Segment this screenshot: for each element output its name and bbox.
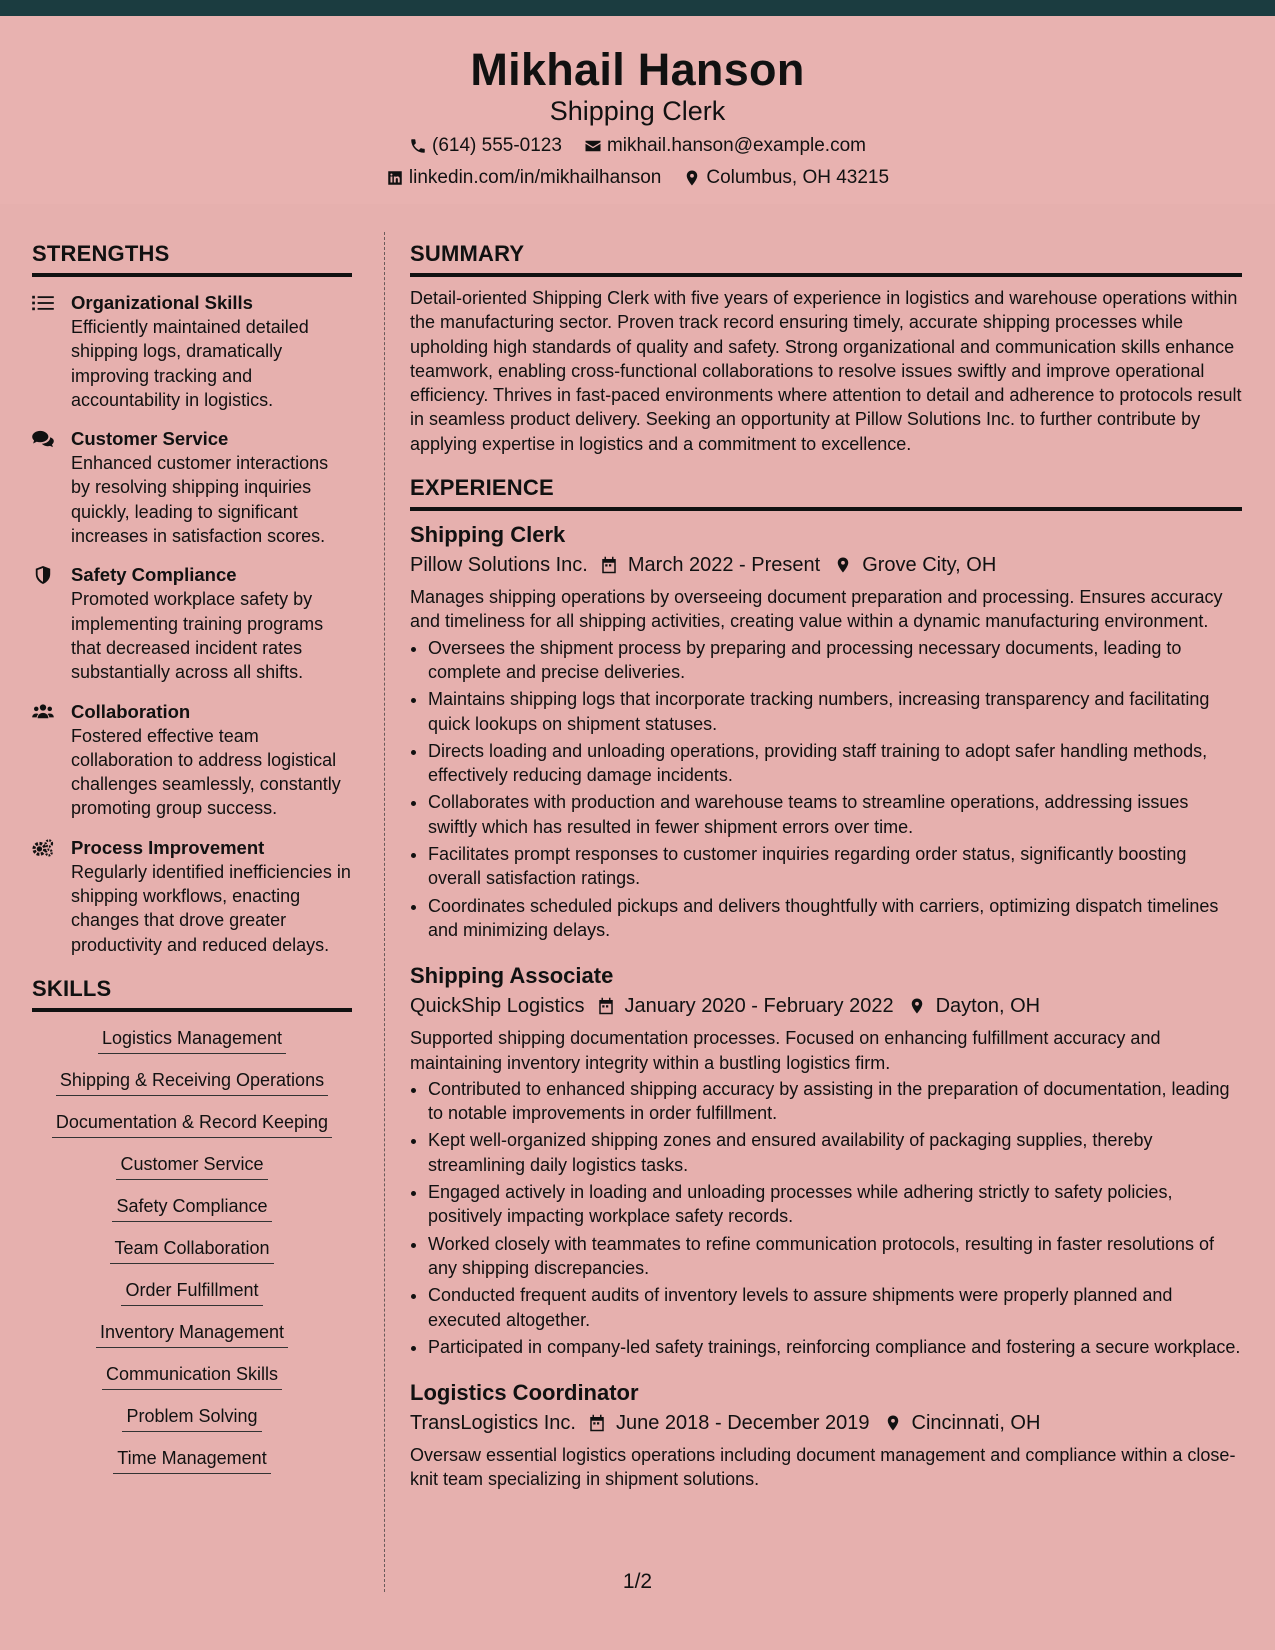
job-description: Oversaw essential logistics operations including document management and compliance within a close-knit team specializing in shipment solutions. xyxy=(410,1445,1236,1490)
job-company: TransLogistics Inc. xyxy=(410,1412,576,1435)
skill-item xyxy=(32,1320,352,1348)
users-icon xyxy=(32,703,54,721)
linkedin-icon xyxy=(386,169,404,187)
cogs-icon xyxy=(32,839,54,857)
strengths-list xyxy=(32,291,352,957)
strength-title: Process Improvement xyxy=(71,836,265,858)
contact-linkedin xyxy=(386,166,661,190)
skill-item xyxy=(32,1278,352,1306)
map-marker-icon xyxy=(834,555,852,575)
skill-label: Logistics Management xyxy=(98,1026,286,1054)
strength-item xyxy=(32,427,352,548)
skill-label: Order Fulfillment xyxy=(121,1278,262,1306)
skill-label: Customer Service xyxy=(116,1152,267,1180)
skill-item xyxy=(32,1026,352,1054)
job-description: Supported shipping documentation processes. Focused on enhancing fulfillment accuracy and maintaining inventory integrity within a bustling logistics firm. xyxy=(410,1028,1161,1073)
job-title: Logistics Coordinator xyxy=(410,1380,639,1406)
linkedin-link[interactable]: linkedin.com/in/mikhailhanson xyxy=(408,167,662,188)
page-number: 1/2 xyxy=(622,1570,653,1593)
email-link[interactable]: mikhail.hanson@example.com xyxy=(606,135,866,156)
job-bullets xyxy=(410,636,1242,943)
skill-item xyxy=(32,1194,352,1222)
strength-title: Customer Service xyxy=(71,428,229,450)
location-text: Columbus, OH 43215 xyxy=(706,167,890,188)
job-bullets xyxy=(410,1077,1242,1359)
job-dates: January 2020 - February 2022 xyxy=(624,995,894,1018)
list-item: • Maintains shipping logs that incorporate tracking numbers, increasing transparency and facilitating quick lookups on shipment statuses. xyxy=(428,687,1242,736)
candidate-name: Mikhail Hanson xyxy=(470,44,805,95)
job-entry xyxy=(410,521,1242,942)
job-meta xyxy=(410,1409,1242,1437)
skill-label: Safety Compliance xyxy=(112,1194,271,1222)
right-column xyxy=(410,240,1242,1492)
skill-item xyxy=(32,1236,352,1264)
skill-item xyxy=(32,1362,352,1390)
list-item: • Coordinates scheduled pickups and delivers thoughtfully with carriers, optimizing dispatch timelines and minimizing delays. xyxy=(428,894,1242,943)
contact-email xyxy=(584,134,866,158)
strength-item xyxy=(32,700,352,821)
skill-label: Communication Skills xyxy=(102,1362,282,1390)
list-item: • Oversees the shipment process by preparing and processing necessary documents, leading to complete and precise deliveries. xyxy=(428,636,1242,685)
list-item: • Directs loading and unloading operations, providing staff training to adopt safer handling methods, effectively reducing damage incidents. xyxy=(428,739,1242,788)
skills-heading: SKILLS xyxy=(32,975,352,1012)
strength-desc: Regularly identified inefficiencies in shipping workflows, enacting changes that drove greater productivity and reduced delays. xyxy=(71,861,351,955)
strength-title: Collaboration xyxy=(71,700,191,722)
job-description: Manages shipping operations by overseeing document preparation and processing. Ensures accuracy and timeliness for all shipping activities, creating value within a dynamic manufacturing environment. xyxy=(410,587,1223,632)
candidate-title: Shipping Clerk xyxy=(549,96,726,126)
skill-item xyxy=(32,1404,352,1432)
list-item: • Contributed to enhanced shipping accuracy by assisting in the preparation of documentation, leading to notable improvements in order fulfillment. xyxy=(428,1077,1242,1126)
job-location: Cincinnati, OH xyxy=(911,1412,1041,1435)
shield-icon xyxy=(32,566,54,584)
strength-item xyxy=(32,563,352,684)
calendar-icon xyxy=(597,996,615,1016)
job-entry xyxy=(410,962,1242,1359)
strength-item xyxy=(32,836,352,957)
list-icon xyxy=(32,294,54,312)
strengths-heading: STRENGTHS xyxy=(32,240,352,277)
contact-row-1 xyxy=(0,134,1275,158)
skill-item xyxy=(32,1110,352,1138)
contact-location xyxy=(683,166,889,190)
strength-desc: Promoted workplace safety by implementing training programs that decreased incident rates substantially across all shifts. xyxy=(71,589,324,683)
list-item: • Engaged actively in loading and unloading processes while adhering strictly to safety policies, positively impacting workplace safety records. xyxy=(428,1180,1242,1229)
job-company: Pillow Solutions Inc. xyxy=(410,554,588,577)
job-entry xyxy=(410,1379,1242,1492)
strength-title: Safety Compliance xyxy=(71,564,237,586)
list-item: • Participated in company-led safety trainings, reinforcing compliance and fostering a secure workplace. xyxy=(428,1335,1242,1359)
skill-label: Shipping & Receiving Operations xyxy=(56,1068,328,1096)
skill-label: Problem Solving xyxy=(122,1404,261,1432)
skill-label: Time Management xyxy=(113,1446,270,1474)
list-item: • Worked closely with teammates to refine communication protocols, resulting in faster resolutions of any shipping discrepancies. xyxy=(428,1232,1242,1281)
strength-item xyxy=(32,291,352,412)
contact-phone xyxy=(409,134,562,158)
skills-section xyxy=(32,975,352,1474)
list-item: • Collaborates with production and warehouse teams to streamline operations, addressing issues swiftly which has resulted in fewer shipment errors over time. xyxy=(428,790,1242,839)
job-meta xyxy=(410,551,1242,579)
job-dates: March 2022 - Present xyxy=(627,554,821,577)
comments-icon xyxy=(32,430,54,448)
map-marker-icon xyxy=(908,996,926,1016)
resume-header xyxy=(0,16,1275,204)
phone-text: (614) 555-0123 xyxy=(432,135,562,156)
job-company: QuickShip Logistics xyxy=(410,995,585,1018)
summary-text: Detail-oriented Shipping Clerk with five years of experience in logistics and warehouse operations within the manufacturing sector. Proven track record ensuring timely, accurate shipping processes while upholding high standards of quality and safety. Strong organizational and communication skills enhance teamwork, enabling cross-functional collaborations to resolve issues swiftly and improve operational efficiency. Thrives in fast-paced environments where attention to detail and adherence to protocols result in seamless product delivery. Seeking an opportunity at Pillow Solutions Inc. to further contribute by applying expertise in logistics and a commitment to excellence. xyxy=(410,288,1242,454)
skill-item xyxy=(32,1152,352,1180)
strength-title: Organizational Skills xyxy=(71,292,253,313)
job-title: Shipping Clerk xyxy=(410,522,566,548)
job-location: Dayton, OH xyxy=(935,995,1041,1018)
experience-heading: EXPERIENCE xyxy=(410,474,1242,511)
experience-section xyxy=(410,474,1242,1492)
map-marker-icon xyxy=(683,169,701,187)
skills-list xyxy=(32,1026,352,1474)
left-column xyxy=(32,240,352,1488)
phone-icon xyxy=(409,137,427,155)
skill-label: Inventory Management xyxy=(96,1320,288,1348)
skill-item xyxy=(32,1446,352,1474)
strength-desc: Efficiently maintained detailed shipping logs, dramatically improving tracking and accountability in logistics. xyxy=(71,317,309,410)
job-title: Shipping Associate xyxy=(410,963,614,989)
list-item: • Conducted frequent audits of inventory levels to assure shipments were properly planned and executed altogether. xyxy=(428,1283,1242,1332)
strength-desc: Enhanced customer interactions by resolving shipping inquiries quickly, leading to significant increases in satisfaction scores. xyxy=(71,453,329,547)
calendar-icon xyxy=(600,555,618,575)
list-item: • Kept well-organized shipping zones and ensured availability of packaging supplies, thereby streamlining daily logistics tasks. xyxy=(428,1128,1242,1177)
top-accent-bar xyxy=(0,0,1275,16)
contact-row-2 xyxy=(0,166,1275,190)
skill-label: Team Collaboration xyxy=(110,1236,273,1264)
envelope-icon xyxy=(584,137,602,155)
job-location: Grove City, OH xyxy=(862,554,997,577)
strength-desc: Fostered effective team collaboration to address logistical challenges seamlessly, constantly promoting group success. xyxy=(71,725,341,819)
summary-heading: SUMMARY xyxy=(410,240,1242,277)
map-marker-icon xyxy=(884,1413,902,1433)
job-meta xyxy=(410,992,1242,1020)
job-dates: June 2018 - December 2019 xyxy=(616,1412,870,1435)
skill-item xyxy=(32,1068,352,1096)
column-divider xyxy=(384,232,385,1592)
list-item: • Facilitates prompt responses to customer inquiries regarding order status, significantly boosting overall satisfaction ratings. xyxy=(428,842,1242,891)
calendar-icon xyxy=(588,1413,606,1433)
skill-label: Documentation & Record Keeping xyxy=(52,1110,332,1138)
